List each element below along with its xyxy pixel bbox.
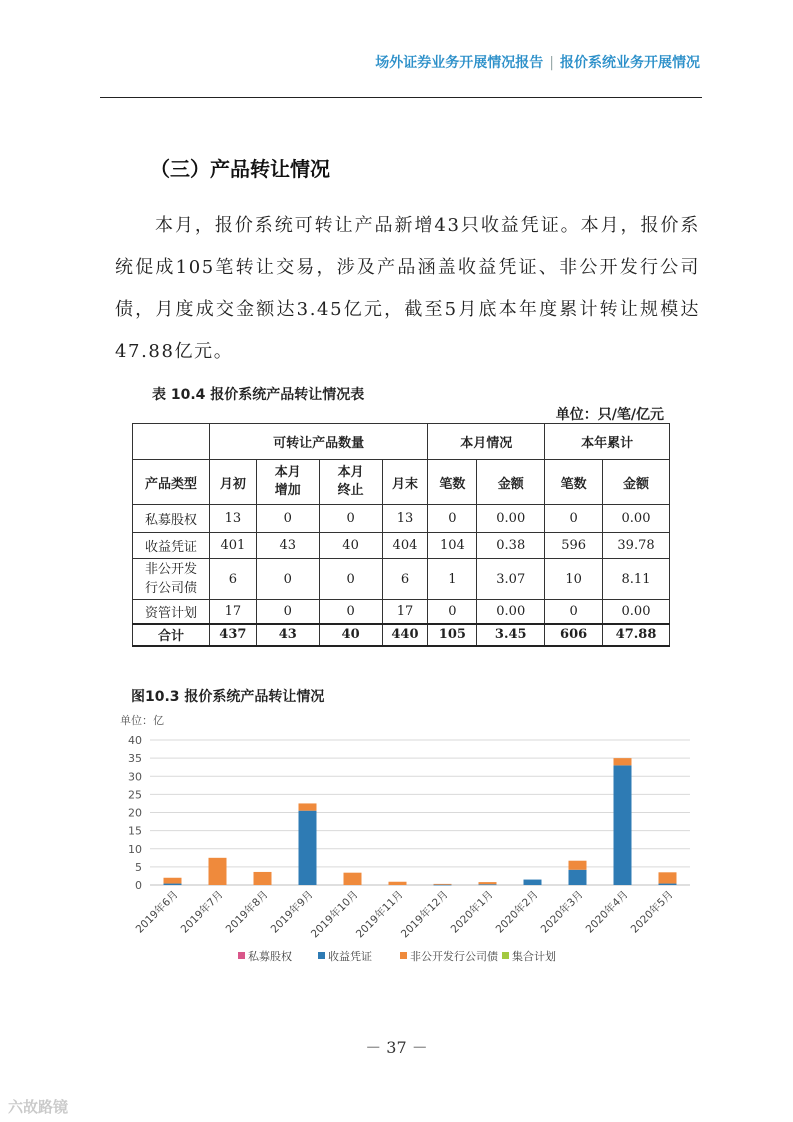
chart-container bbox=[110, 708, 710, 978]
cell: 0 bbox=[319, 559, 382, 600]
x-tick-label: 2019年8月 bbox=[223, 888, 271, 936]
x-tick-label: 2020年4月 bbox=[583, 888, 631, 936]
cell: 0.38 bbox=[477, 533, 545, 559]
cell: 0.00 bbox=[603, 505, 670, 533]
cell-type: 非公开发行公司债 bbox=[133, 559, 210, 600]
cell: 3.07 bbox=[477, 559, 545, 600]
bar-非公开发行公司债 bbox=[254, 872, 272, 885]
bar-非公开发行公司债 bbox=[659, 872, 677, 883]
cell: 0.00 bbox=[477, 505, 545, 533]
body-paragraph: 本月，报价系统可转让产品新增43只收益凭证。本月，报价系统促成105笔转让交易，涉及产品涵盖收益凭证、非公开发行公司债，月度成交金额达3.45亿元，截至5月底本年度累计转让规模达47.88亿元。 bbox=[115, 215, 700, 362]
table-unit: 单位：只/笔/亿元 bbox=[555, 407, 664, 423]
cell: 40 bbox=[319, 533, 382, 559]
cell: 0 bbox=[545, 600, 603, 624]
bar-收益凭证 bbox=[524, 880, 542, 885]
x-tick-label: 2019年12月 bbox=[398, 888, 451, 941]
legend-label: 集合计划 bbox=[512, 950, 556, 963]
bar-非公开发行公司债 bbox=[209, 858, 227, 885]
bar-非公开发行公司债 bbox=[299, 803, 317, 810]
x-tick-label: 2019年7月 bbox=[178, 888, 226, 936]
cell: 596 bbox=[545, 533, 603, 559]
group-header-month: 本月情况 bbox=[428, 424, 545, 460]
table-row bbox=[133, 505, 670, 533]
table-title: 表 10.4 报价系统产品转让情况表 bbox=[152, 387, 365, 403]
bar-非公开发行公司债 bbox=[164, 878, 182, 884]
section-title: （三）产品转让情况 bbox=[150, 157, 330, 181]
y-tick-label: 30 bbox=[128, 770, 142, 784]
y-tick-label: 10 bbox=[128, 842, 142, 856]
cell: 13 bbox=[382, 505, 428, 533]
group-header-ytd: 本年累计 bbox=[545, 424, 670, 460]
cell: 0 bbox=[319, 600, 382, 624]
cell: 0 bbox=[256, 505, 319, 533]
col-header-ytd-count: 笔数 bbox=[545, 460, 603, 505]
bar-收益凭证 bbox=[659, 884, 677, 885]
col-header-month-count: 笔数 bbox=[428, 460, 477, 505]
transfer-chart bbox=[110, 708, 710, 978]
transfer-table bbox=[132, 423, 670, 647]
cell: 17 bbox=[382, 600, 428, 624]
col-header-start: 月初 bbox=[209, 460, 256, 505]
bar-收益凭证 bbox=[479, 884, 497, 885]
header-section-title: 报价系统业务开展情况 bbox=[560, 55, 700, 71]
bar-收益凭证 bbox=[614, 765, 632, 885]
x-tick-label: 2020年5月 bbox=[628, 888, 676, 936]
cell: 6 bbox=[382, 559, 428, 600]
bar-非公开发行公司债 bbox=[344, 873, 362, 885]
cell: 3.45 bbox=[477, 624, 545, 646]
cell: 0.00 bbox=[477, 600, 545, 624]
cell: 43 bbox=[256, 624, 319, 646]
page-header bbox=[100, 52, 700, 72]
cell: 10 bbox=[545, 559, 603, 600]
legend-label: 收益凭证 bbox=[328, 950, 372, 963]
cell: 17 bbox=[209, 600, 256, 624]
header-divider bbox=[100, 97, 702, 98]
cell: 105 bbox=[428, 624, 477, 646]
header-report-title: 场外证券业务开展情况报告 bbox=[375, 55, 544, 71]
y-tick-label: 15 bbox=[128, 824, 142, 838]
legend-swatch bbox=[502, 952, 509, 959]
cell: 404 bbox=[382, 533, 428, 559]
cell: 0 bbox=[545, 505, 603, 533]
cell: 440 bbox=[382, 624, 428, 646]
page-number: － 37 － bbox=[365, 1038, 428, 1057]
header-separator: | bbox=[549, 55, 554, 71]
x-tick-label: 2020年2月 bbox=[493, 888, 541, 936]
bar-非公开发行公司债 bbox=[389, 882, 407, 885]
cell: 0 bbox=[428, 600, 477, 624]
bar-非公开发行公司债 bbox=[479, 882, 497, 884]
cell: 47.88 bbox=[603, 624, 670, 646]
y-tick-label: 0 bbox=[135, 879, 142, 892]
cell: 43 bbox=[256, 533, 319, 559]
cell: 401 bbox=[209, 533, 256, 559]
x-tick-label: 2020年3月 bbox=[538, 888, 586, 936]
table-total-row bbox=[133, 624, 670, 646]
table-row bbox=[133, 600, 670, 624]
x-tick-label: 2019年10月 bbox=[308, 888, 361, 941]
table-corner-cell bbox=[133, 424, 210, 460]
legend-swatch bbox=[400, 952, 407, 959]
cell: 0 bbox=[256, 600, 319, 624]
bar-收益凭证 bbox=[434, 885, 452, 886]
cell: 8.11 bbox=[603, 559, 670, 600]
cell: 13 bbox=[209, 505, 256, 533]
cell: 1 bbox=[428, 559, 477, 600]
y-tick-label: 25 bbox=[128, 788, 142, 802]
bar-非公开发行公司债 bbox=[569, 861, 587, 870]
legend-label: 非公开发行公司债 bbox=[410, 950, 498, 963]
cell: 437 bbox=[209, 624, 256, 646]
table-row bbox=[133, 559, 670, 600]
cell: 0 bbox=[428, 505, 477, 533]
bar-收益凭证 bbox=[569, 870, 587, 885]
group-header-quantity: 可转让产品数量 bbox=[209, 424, 428, 460]
y-tick-label: 5 bbox=[135, 860, 142, 874]
legend-swatch bbox=[238, 952, 245, 959]
watermark-logo: 六故路镜 bbox=[8, 1098, 69, 1116]
col-header-added: 本月增加 bbox=[256, 460, 319, 505]
cell: 39.78 bbox=[603, 533, 670, 559]
x-tick-label: 2019年6月 bbox=[133, 888, 181, 936]
col-header-end: 月末 bbox=[382, 460, 428, 505]
legend-swatch bbox=[318, 952, 325, 959]
y-tick-label: 35 bbox=[128, 752, 142, 766]
cell: 606 bbox=[545, 624, 603, 646]
col-header-type: 产品类型 bbox=[133, 460, 210, 505]
cell: 0 bbox=[319, 505, 382, 533]
x-tick-label: 2020年1月 bbox=[448, 888, 496, 936]
chart-unit-label: 单位：亿 bbox=[120, 714, 164, 727]
cell: 104 bbox=[428, 533, 477, 559]
bar-收益凭证 bbox=[299, 811, 317, 885]
x-tick-label: 2019年9月 bbox=[268, 888, 316, 936]
cell: 40 bbox=[319, 624, 382, 646]
cell: 0 bbox=[256, 559, 319, 600]
col-header-ytd-amount: 金额 bbox=[603, 460, 670, 505]
bar-非公开发行公司债 bbox=[614, 758, 632, 765]
col-header-month-amount: 金额 bbox=[477, 460, 545, 505]
col-header-terminated: 本月终止 bbox=[319, 460, 382, 505]
cell: 6 bbox=[209, 559, 256, 600]
bar-非公开发行公司债 bbox=[434, 884, 452, 885]
cell-type: 私募股权 bbox=[133, 505, 210, 533]
legend-label: 私募股权 bbox=[248, 950, 292, 963]
y-tick-label: 40 bbox=[128, 734, 142, 747]
cell-type: 合计 bbox=[133, 624, 210, 646]
cell-type: 资管计划 bbox=[133, 600, 210, 624]
x-tick-label: 2019年11月 bbox=[353, 888, 406, 941]
cell: 0.00 bbox=[603, 600, 670, 624]
table-row bbox=[133, 533, 670, 559]
cell-type: 收益凭证 bbox=[133, 533, 210, 559]
figure-title: 图10.3 报价系统产品转让情况 bbox=[131, 689, 325, 705]
bar-收益凭证 bbox=[164, 884, 182, 885]
y-tick-label: 20 bbox=[128, 806, 142, 820]
